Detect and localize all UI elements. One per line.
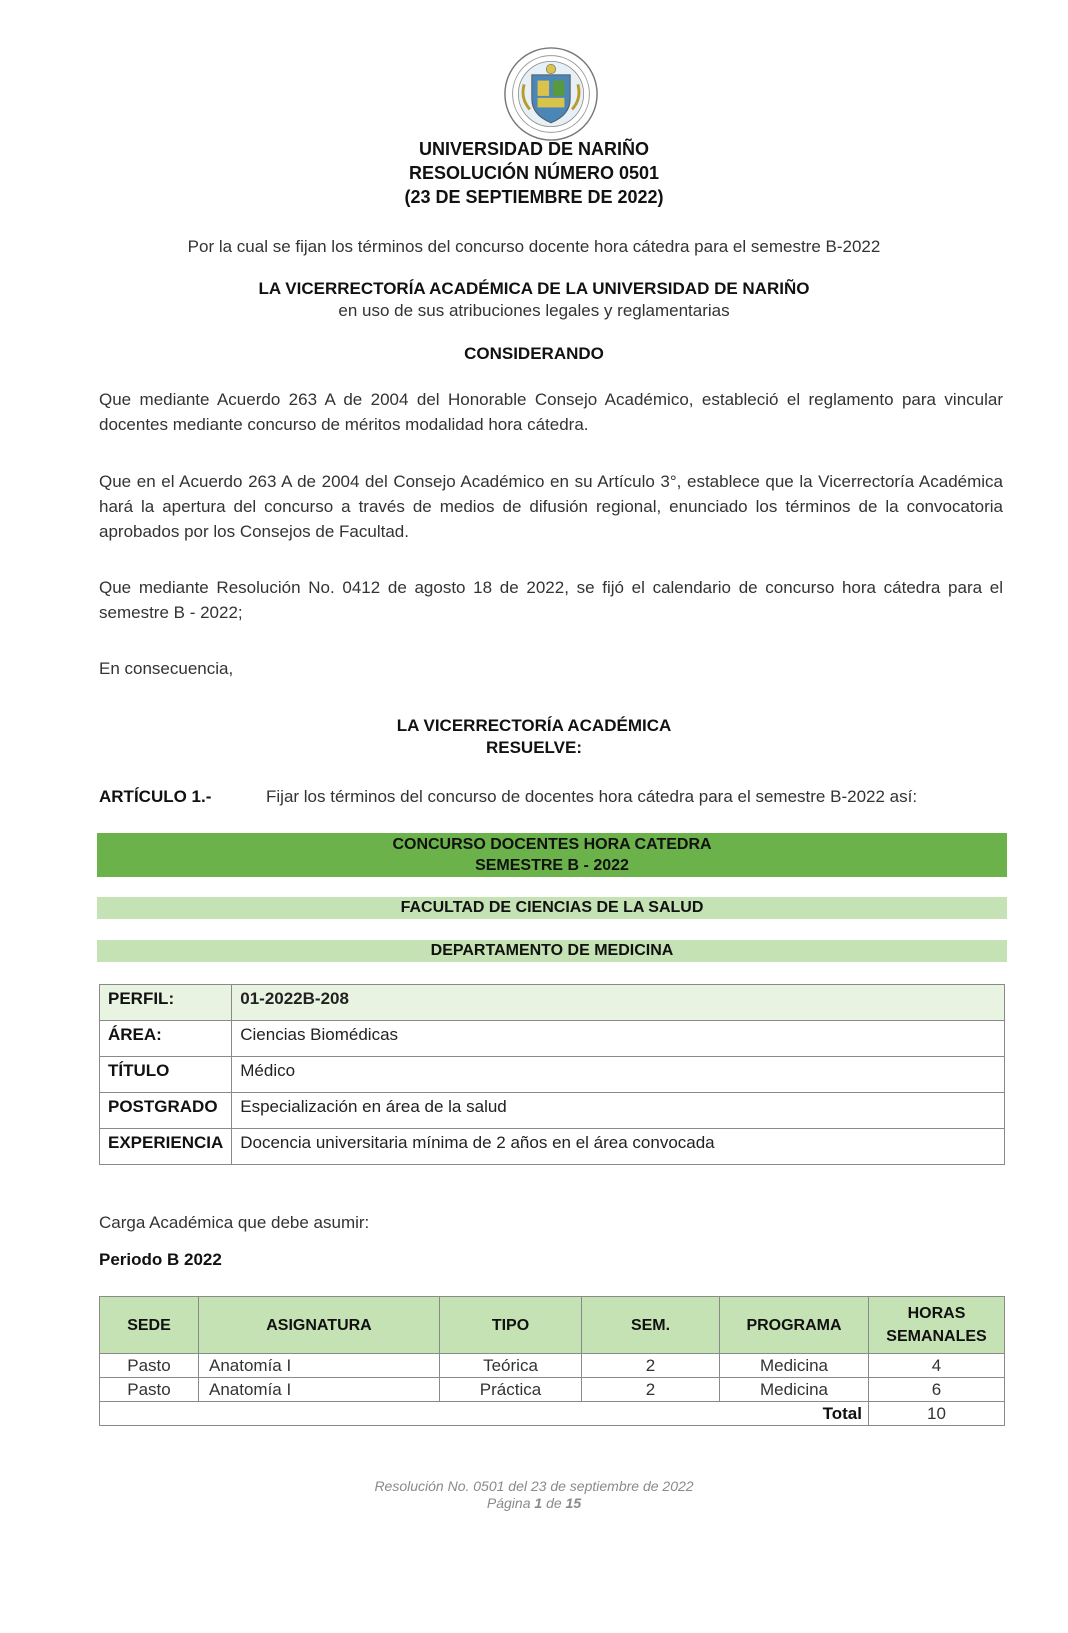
- cell-programa: Medicina: [720, 1354, 869, 1378]
- footer-page-number: 1: [534, 1495, 543, 1511]
- profile-key: POSTGRADO: [100, 1093, 232, 1129]
- profile-table: [99, 984, 1005, 1165]
- considering-heading: CONSIDERANDO: [464, 344, 604, 363]
- contest-band: [97, 833, 1007, 877]
- resolve-verb: RESUELVE:: [485, 738, 583, 757]
- resolution-number: RESOLUCIÓN NÚMERO 0501: [408, 163, 660, 183]
- paragraph-3: Que mediante Resolución No. 0412 de agosto 18 de 2022, se fijó el calendario de concurso hora cátedra para el semestre B - 2022;: [99, 578, 1003, 622]
- profile-key: EXPERIENCIA: [100, 1129, 232, 1165]
- article-label: ARTÍCULO 1.-: [99, 787, 212, 806]
- resolution-date: (23 DE SEPTIEMBRE DE 2022): [404, 187, 664, 207]
- footer-page-total: 15: [565, 1495, 582, 1511]
- col-programa: PROGRAMA: [720, 1297, 869, 1354]
- cell-asignatura: Anatomía I: [199, 1354, 440, 1378]
- university-name: UNIVERSIDAD DE NARIÑO: [418, 139, 650, 159]
- department-band: DEPARTAMENTO DE MEDICINA: [97, 940, 1007, 962]
- paragraph-2: Que en el Acuerdo 263 A de 2004 del Consejo Académico en su Artículo 3°, establece que la Vicerrectoría Académica hará la apertura del concurso a través de medios de difusión regional, enunciado los términos de la convocatoria aprobados por los Consejos de Facultad.: [99, 472, 1003, 541]
- profile-value: Ciencias Biomédicas: [232, 1021, 1005, 1057]
- load-intro: Carga Académica que debe asumir:: [99, 1213, 370, 1232]
- footer-page: [0, 1495, 1068, 1512]
- paragraph-1: Que mediante Acuerdo 263 A de 2004 del Honorable Consejo Académico, estableció el reglamento para vincular docentes mediante concurso de méritos modalidad hora cátedra.: [99, 390, 1003, 434]
- col-horas: [869, 1297, 1005, 1354]
- authority-title: LA VICERRECTORÍA ACADÉMICA DE LA UNIVERSIDAD DE NARIÑO: [258, 279, 810, 298]
- load-header-row: [100, 1297, 1005, 1354]
- profile-row: [100, 1093, 1005, 1129]
- cell-tipo: Práctica: [440, 1378, 582, 1402]
- resolve-title: LA VICERRECTORÍA ACADÉMICA: [396, 716, 672, 735]
- table-row: [100, 1378, 1005, 1402]
- cell-sem: 2: [582, 1354, 720, 1378]
- total-row: [100, 1402, 1005, 1426]
- col-horas-line1: HORAS: [907, 1305, 966, 1322]
- profile-value: Especialización en área de la salud: [232, 1093, 1005, 1129]
- contest-title: CONCURSO DOCENTES HORA CATEDRA: [392, 836, 712, 853]
- cell-sem: 2: [582, 1378, 720, 1402]
- profile-row: [100, 1021, 1005, 1057]
- cell-programa: Medicina: [720, 1378, 869, 1402]
- col-sede: SEDE: [100, 1297, 199, 1354]
- load-table: [99, 1296, 1005, 1426]
- footer-page-word: Página: [486, 1495, 531, 1511]
- col-horas-line2: SEMANALES: [886, 1328, 987, 1345]
- faculty-band: FACULTAD DE CIENCIAS DE LA SALUD: [97, 897, 1007, 919]
- profile-value: 01-2022B-208: [232, 985, 1005, 1021]
- cell-sede: Pasto: [100, 1354, 199, 1378]
- col-sem: SEM.: [582, 1297, 720, 1354]
- resolution-subject: Por la cual se fijan los términos del concurso docente hora cátedra para el semestre B-2022: [187, 237, 881, 256]
- cell-sede: Pasto: [100, 1378, 199, 1402]
- cell-asignatura: Anatomía I: [199, 1378, 440, 1402]
- cell-horas: 4: [869, 1354, 1005, 1378]
- total-value: 10: [869, 1402, 1005, 1426]
- profile-row: [100, 1057, 1005, 1093]
- profile-key: TÍTULO: [100, 1057, 232, 1093]
- contest-semester: SEMESTRE B - 2022: [475, 857, 629, 874]
- table-row: [100, 1354, 1005, 1378]
- profile-row: [100, 985, 1005, 1021]
- cell-horas: 6: [869, 1378, 1005, 1402]
- profile-row: [100, 1129, 1005, 1165]
- profile-key: ÁREA:: [100, 1021, 232, 1057]
- profile-value: Docencia universitaria mínima de 2 años en el área convocada: [232, 1129, 1005, 1165]
- total-label: Total: [100, 1402, 869, 1426]
- col-asignatura: ASIGNATURA: [199, 1297, 440, 1354]
- col-tipo: TIPO: [440, 1297, 582, 1354]
- profile-value: Médico: [232, 1057, 1005, 1093]
- university-seal-icon: [503, 46, 599, 142]
- load-period: Periodo B 2022: [99, 1250, 222, 1269]
- profile-key: PERFIL:: [100, 985, 232, 1021]
- footer-of-word: de: [546, 1495, 562, 1511]
- footer-resolution: Resolución No. 0501 del 23 de septiembre de 2022: [374, 1478, 694, 1494]
- paragraph-4: En consecuencia,: [99, 659, 234, 678]
- article-text: Fijar los términos del concurso de docentes hora cátedra para el semestre B-2022 así:: [266, 787, 918, 806]
- authority-subtitle: en uso de sus atribuciones legales y reglamentarias: [338, 301, 730, 320]
- cell-tipo: Teórica: [440, 1354, 582, 1378]
